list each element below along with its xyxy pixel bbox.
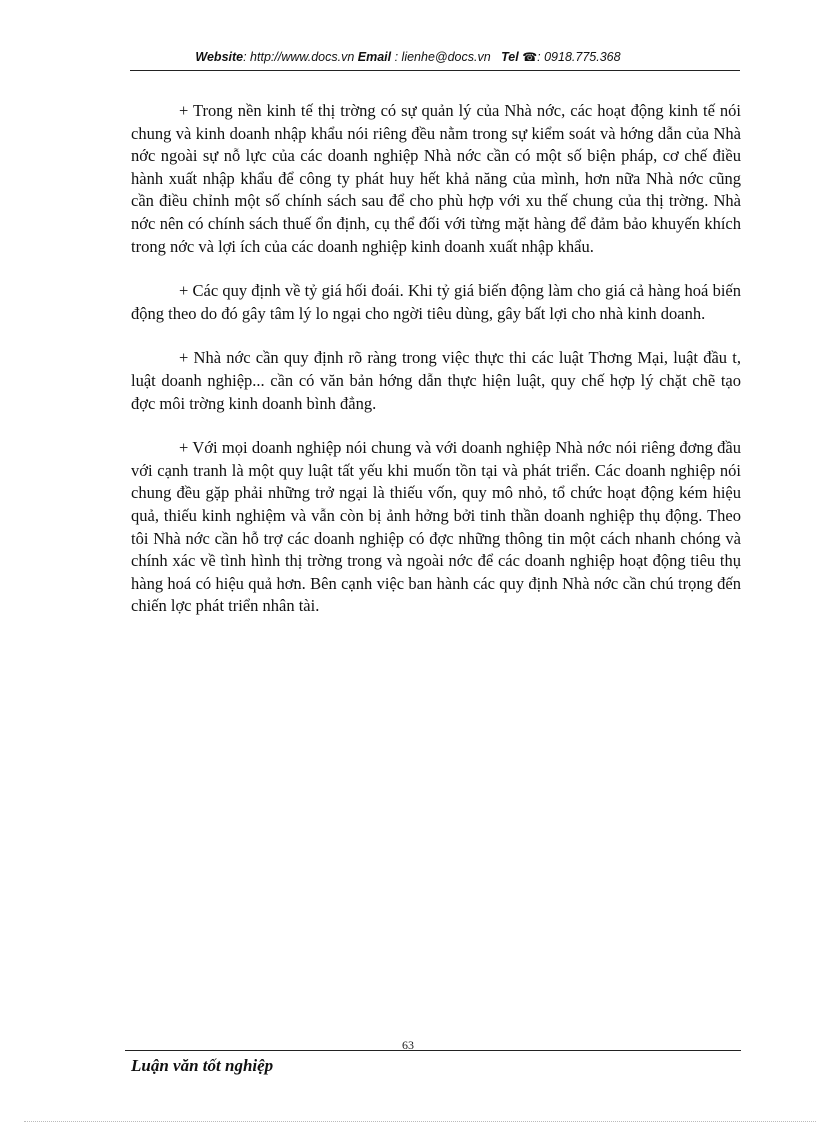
paragraph-4: + Với mọi doanh nghiệp nói chung và với doanh nghiệp Nhà nớc nói riêng đơng đầu với cạnh tranh là một quy luật tất yếu khi muốn tồn tại và phát triển. Các doanh nghiệp nói chung đều gặp phải những trở ngại là thiếu vốn, quy mô nhỏ, tổ chức hoạt động kém hiệu quả, thiếu kinh nghiệm và vẫn còn bị ảnh hởng bởi tinh thần doanh nghiệp thụ động. Theo tôi Nhà nớc cần hỗ trợ các doanh nghiệp có đợc những thông tin một cách nhanh chóng và chính xác về tình hình thị trờng trong và ngoài nớc để các doanh nghiệp hoạt động tiêu thụ hàng hoá có hiệu quả hơn. Bên cạnh việc ban hành các quy định Nhà nớc cần chú trọng đến chiến lợc phát triển nhân tài. bbox=[131, 438, 741, 616]
paragraph-3: + Nhà nớc cần quy định rõ ràng trong việc thực thi các luật Thơng Mại, luật đầu t, luật doanh nghiệp... cần có văn bản hớng dẫn thực hiện luật, quy chế hợp lý chặt chẽ tạo đợc môi trờng kinh doanh bình đẳng. bbox=[131, 348, 741, 413]
footer-title: Luận văn tốt nghiệp bbox=[131, 1056, 274, 1075]
paragraph-2: + Các quy định về tỷ giá hối đoái. Khi tỷ giá biến động làm cho giá cả hàng hoá biến động theo do đó gây tâm lý lo ngại cho ngời tiêu dùng, gây bất lợi cho nhà kinh doanh. bbox=[131, 281, 741, 323]
phone-icon: ☎ bbox=[522, 50, 538, 64]
tel-number: : 0918.775.368 bbox=[537, 50, 621, 64]
page-header bbox=[0, 50, 816, 64]
page-number: 63 bbox=[402, 1038, 414, 1052]
page-bottom-border bbox=[24, 1121, 816, 1122]
website-label: Website bbox=[195, 50, 244, 64]
tel-label: Tel bbox=[501, 50, 519, 64]
paragraph-1: + Trong nền kinh tế thị trờng có sự quản lý của Nhà nớc, các hoạt động kinh tế nói chung và kinh doanh nhập khẩu nói riêng đều nằm trong sự kiểm soát và hớng dẫn của Nhà nớc ngoài sự nỗ lực của các doanh nghiệp Nhà nớc cần có một số biện pháp, cơ chế điều hành xuất nhập khẩu để công ty phát huy hết khả năng của mình, hơn nữa Nhà nớc cũng cần điều chỉnh một số chính sách sau để cho phù hợp với xu thế chung của thị trờng. Nhà nớc nên có chính sách thuế ổn định, cụ thể đối với từng mặt hàng để đảm bảo khuyến khích trong nớc và lợi ích của các doanh nghiệp kinh doanh xuất nhập khẩu. bbox=[131, 101, 741, 256]
document-body bbox=[131, 100, 741, 640]
website-url: : http://www.docs.vn bbox=[243, 50, 355, 64]
footer-divider bbox=[125, 1050, 741, 1051]
email-label: Email bbox=[357, 50, 392, 64]
email-address: : lienhe@docs.vn bbox=[391, 50, 491, 64]
header-divider bbox=[130, 70, 740, 71]
